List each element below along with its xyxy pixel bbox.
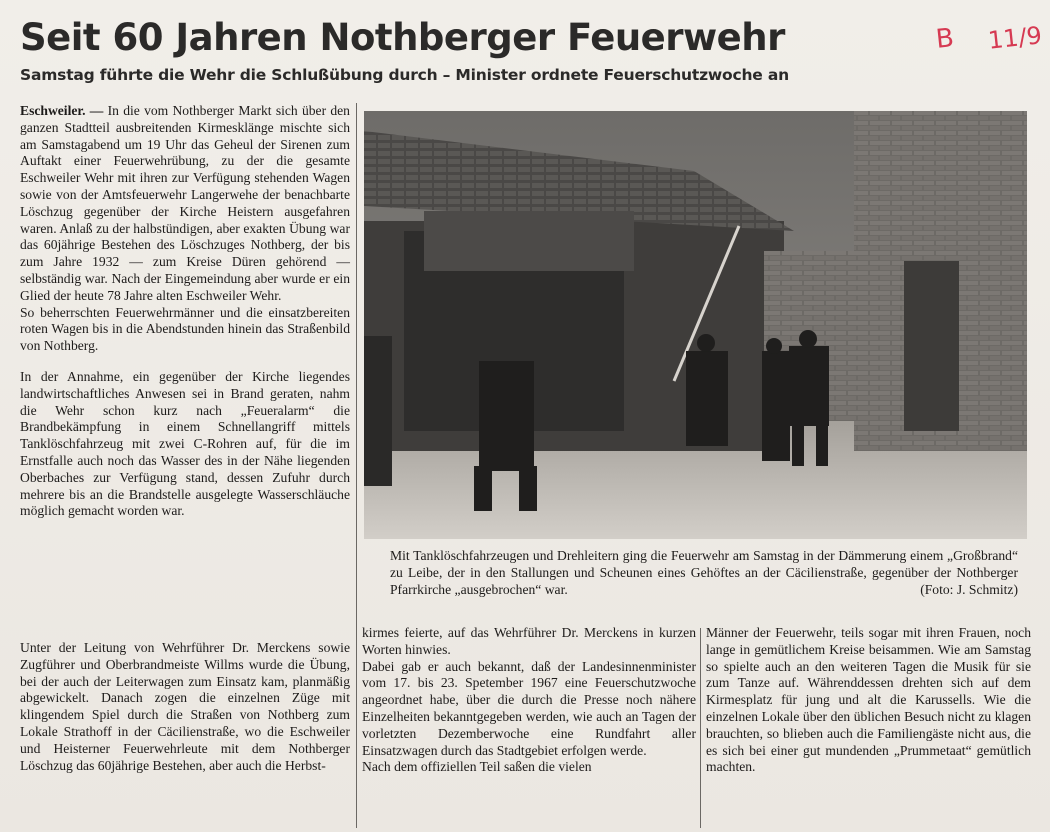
paragraph: In der Annahme, ein gegenüber der Kirche liegendes landwirtschaftliches Anwesen sei in Brand geraten, nahm die Wehr schon kurz nach „Feueralarm“ die Brandbekämpfung in einem Schnellangriff mittels Tanklöschfahrzeug mit zwei C-Rohren auf, für die im Ernstfalle auch noch das Wasser des in der Nähe liegenden Oberbaches zur Verfügung stand, dessen Zufuhr durch mehrere bis an die Brandstelle ausgelegte Wasserschläuche möglich gemacht worden war. — [20, 368, 350, 519]
photo-caption — [390, 548, 1018, 598]
dateline: Eschweiler. — — [20, 103, 104, 118]
paragraph: Männer der Feuerwehr, teils sogar mit ihren Frauen, noch lange in gemütlichem Kreise beisammen. Wie am Samstag so spielte auch an den weiteren Tagen die Musik für sie zum Tanze auf. Währenddessen drehten sich auf dem Kirmesplatz für jung und alt die Karussells. Wie die einzelnen Lokale über den üblichen Besuch nicht zu klagen brauchten, so blieben auch die Familiengäste nicht aus, die es sich bei einer gut mundenden „Prummetaat“ gemütlich machten. — [706, 625, 1031, 775]
column-rule — [700, 628, 701, 828]
caption-text: Mit Tanklöschfahrzeugen und Drehleitern ging die Feuerwehr am Samstag in der Dämmerung einem „Großbrand“ zu Leibe, der in den Stallungen und Scheunen eines Gehöftes an der Cäcilienstraße, gegenüber der Nothberger Pfarrkirche „ausgebrochen“ war. — [390, 548, 1018, 597]
column-rule — [356, 103, 357, 828]
article-column-1-bottom — [20, 640, 350, 774]
subheadline: Samstag führte die Wehr die Schlußübung durch – Minister ordnete Feuerschutzwoche an — [20, 66, 789, 84]
paragraph: Dabei gab er auch bekannt, daß der Landesinnenminister vom 17. bis 23. Spetember 1967 eine Feuerschutzwoche angeordnet habe, über die durch die Presse noch nähere Einzelheiten bekanntgegeben werden, wie auch an Tagen der vorletzten Dezemberwoche eine Rundfahrt aller Einsatzwagen durch das Stadtgebiet erfolgen werde. — [362, 658, 696, 758]
photo-credit: (Foto: J. Schmitz) — [920, 581, 1018, 597]
paragraph: So beherrschten Feuerwehrmänner und die einsatzbereiten roten Wagen bis in die Abendstunden hinein das Straßenbild von Nothberg. — [20, 304, 350, 354]
paragraph: Nach dem offiziellen Teil saßen die vielen — [362, 759, 592, 775]
handwritten-date: 11/9 — [986, 21, 1044, 55]
article-column-3 — [706, 625, 1031, 776]
article-photo — [364, 111, 1027, 539]
article-column-2 — [362, 625, 696, 776]
paragraph: In die vom Nothberger Markt sich über den ganzen Stadtteil ausbreitenden Kirmesklänge mischte sich am Samstagabend um 19 Uhr das Geheul der Sirenen zum Auftakt einer Feuerwehrübung, zu der die gesamte Eschweiler Wehr mit ihren zur Verfügung stehenden Wagen sowie von der Amtsfeuerwehr Langerwehe der benachbarte Löschzug gegenüber der Kirche Heistern ausgefahren waren. Anlaß zu der halbstündigen, aber exakten Übung war das 60jährige Bestehen des Löschzuges Nothberg, der bis zum Jahre 1932 — zum Kreise Düren gehörend — selbständig war. Nach der Eingemeindung aber wurde er ein Glied der heute 78 Jahre alten Eschweiler Wehr. — [20, 103, 350, 303]
handwritten-mark: B — [934, 23, 956, 55]
article-column-1 — [20, 103, 350, 534]
paragraph: kirmes feierte, auf das Wehrführer Dr. Merckens in kurzen Worten hinwies. — [362, 625, 696, 657]
photo-scene — [364, 111, 1027, 539]
paragraph: Unter der Leitung von Wehrführer Dr. Merckens sowie Zugführer und Oberbrandmeiste Willms wurde die Übung, bei der auch der Leiterwagen zum Einsatz kam, planmäßig abgewickelt. Danach zogen die einzelnen Züge mit klingendem Spiel durch die Straßen von Nothberg zum Lokale Strathoff in der Cäcilienstraße, wo die Eschweiler und Heisterner Feuerwehrleute mit dem Nothberger Löschzug das 60jährige Bestehen, aber auch die Herbst- — [20, 640, 350, 773]
headline: Seit 60 Jahren Nothberger Feuerwehr — [20, 16, 785, 59]
